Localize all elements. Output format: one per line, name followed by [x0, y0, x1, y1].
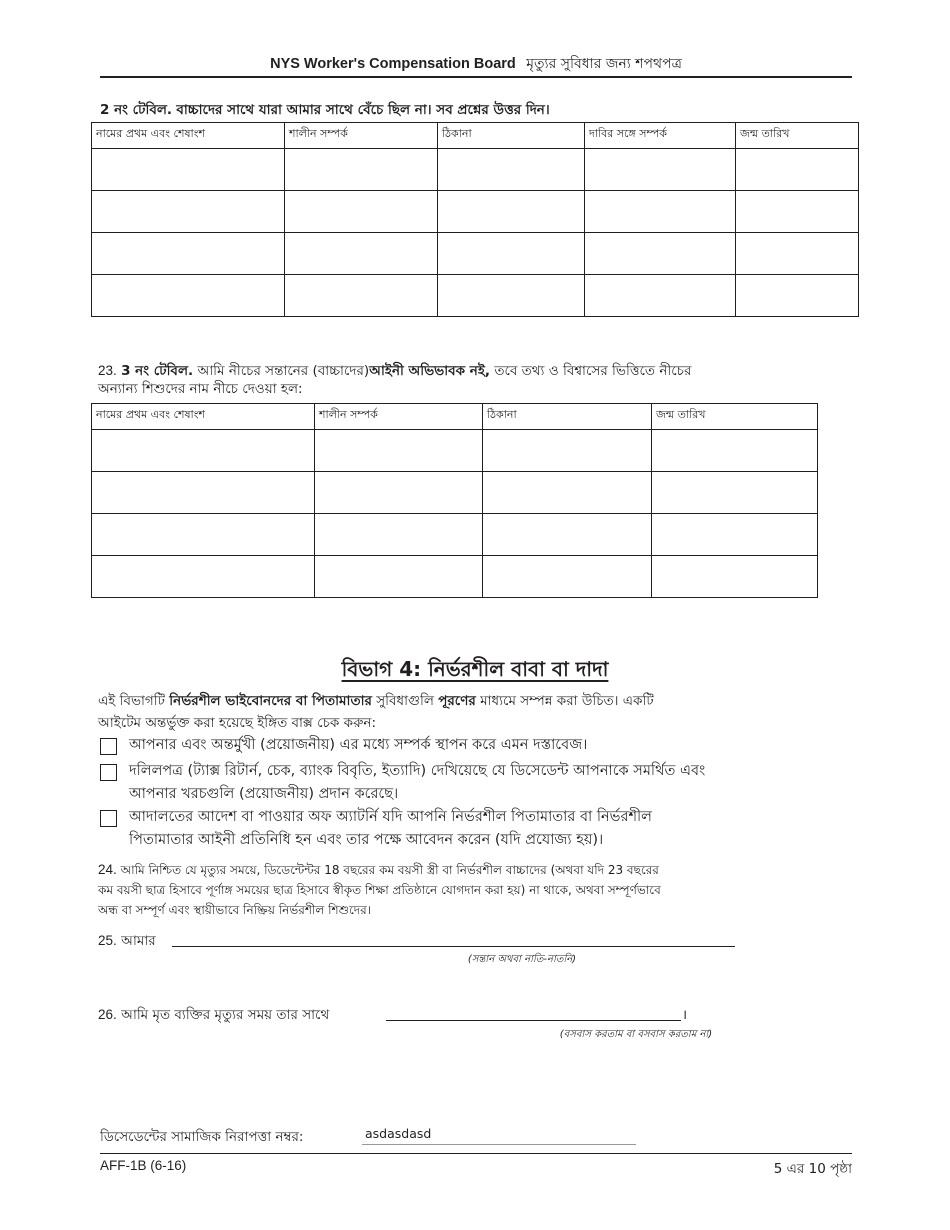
table2-cell[interactable]	[438, 275, 585, 317]
table3-cell[interactable]	[315, 514, 483, 556]
table2-caption-bold: 2 নং টেবিল.	[100, 102, 173, 118]
form-title: মৃত্যুর সুবিধার জন্য শপথপত্র	[526, 56, 682, 72]
table2-cell[interactable]	[736, 191, 859, 233]
item25-number: 25.	[98, 933, 117, 948]
intro-bold-2: পূরণের	[438, 693, 476, 709]
table3-col-address: ঠিকানা	[483, 404, 652, 430]
table2-cell[interactable]	[585, 191, 736, 233]
intro-mid: সুবিধাগুলি	[376, 693, 434, 709]
table2-caption	[100, 99, 550, 122]
table-row	[92, 191, 859, 233]
table2-cell[interactable]	[585, 275, 736, 317]
table2-cell[interactable]	[736, 149, 859, 191]
checkbox-label-1: আপনার এবং অন্তর্মুখী (প্রয়োজনীয়) এর মধ্যে সম্পর্ক স্থাপন করে এমন দস্তাবেজ।	[129, 737, 588, 753]
form-code: AFF-1B (6-16)	[100, 1158, 187, 1173]
table3-col-name: নামের প্রথম এবং শেষাংশ	[92, 404, 315, 430]
intro-post: মাধ্যমে সম্পন্ন করা উচিত। একটি	[480, 693, 654, 709]
footer-divider	[100, 1153, 852, 1154]
table2-cell[interactable]	[285, 233, 438, 275]
organization-name: NYS Worker's Compensation Board	[270, 56, 516, 72]
table3-caption-bold2: আইনী অভিভাবক নই,	[369, 363, 491, 379]
checkbox-support-documents[interactable]	[100, 764, 117, 781]
table3	[91, 403, 818, 598]
table2-cell[interactable]	[285, 191, 438, 233]
table3-cell[interactable]	[483, 472, 652, 514]
table2-col-name: নামের প্রথম এবং শেষাংশ	[92, 123, 285, 149]
intro-pre: এই বিভাগটি	[98, 693, 165, 709]
table2-header-row	[92, 123, 859, 149]
section4-title: বিভাগ 4: নির্ভরশীল বাবা বা দাদা	[341, 657, 609, 681]
intro-line2: আইটেম অন্তর্ভুক্ত করা হয়েছে ইঙ্গিত বাক্স চেক করুন:	[98, 715, 377, 731]
checkbox-court-order[interactable]	[100, 810, 117, 827]
table2-cell[interactable]	[285, 149, 438, 191]
table2-col-claim-relation: দাবির সঙ্গে সম্পর্ক	[585, 123, 736, 149]
intro-bold-1: নির্ভরশীল ভাইবোনদের বা পিতামাতার	[169, 693, 372, 709]
table3-cell[interactable]	[652, 556, 818, 598]
table3-cell[interactable]	[315, 472, 483, 514]
item24-statement: 24. আমি নিশ্চিত যে মৃত্যুর সময়ে, ডিডেন্টেন্টর 18 বছরের কম বয়সী স্ত্রী বা নির্ভরশীল বাচ্চাদের (অথবা যদি 23 বছরের কম বয়সী ছাত্র হিসাবে পূর্ণাঙ্গ সময়ের ছাত্র হিসাবে স্বীকৃত শিক্ষা প্রতিষ্ঠানে যোগদান করা হয়) না থাকে, অথবা সম্পূর্ণভাবে অন্ধ বা সম্পূর্ণ এবং স্থায়ীভাবে নিষ্ক্রিয় নির্ভরশীল শিশুদের।	[98, 862, 661, 917]
item25-hint: (সন্তান অথবা নাতি-নাতনি)	[467, 954, 577, 965]
item25-input[interactable]	[172, 930, 735, 947]
table3-caption-bold: 3 নং টেবিল.	[121, 363, 194, 379]
table3-caption	[98, 362, 850, 398]
table3-header-row	[92, 404, 818, 430]
table2-cell[interactable]	[585, 149, 736, 191]
table2-caption-text: বাচ্চাদের সাথে যারা আমার সাথে বেঁচে ছিল না। সব প্রশ্নের উত্তর দিন।	[176, 102, 550, 118]
table3-cell[interactable]	[315, 430, 483, 472]
table3-cell[interactable]	[92, 472, 315, 514]
page-number: 5 এর 10 পৃষ্ঠা	[773, 1161, 852, 1177]
table-row	[92, 149, 859, 191]
table3-cell[interactable]	[652, 430, 818, 472]
table2	[91, 122, 859, 317]
table3-cell[interactable]	[483, 514, 652, 556]
section4-intro	[98, 690, 850, 734]
item26-number: 26.	[98, 1007, 117, 1022]
checkbox-relationship-document[interactable]	[100, 738, 117, 755]
item25-label: 25. আমার	[98, 933, 156, 949]
table3-caption-line2: অন্যান্য শিশুদের নাম নীচে দেওয়া হল:	[98, 381, 303, 397]
item24-number: 24.	[98, 862, 117, 877]
table2-col-relation: শালীন সম্পর্ক	[285, 123, 438, 149]
item26-input[interactable]	[386, 1004, 681, 1021]
table3-col-birthdate: জন্ম তারিখ	[652, 404, 818, 430]
table3-caption-post: তবে তথ্য ও বিশ্বাসের ভিত্তিতে নীচের	[494, 363, 692, 379]
table3-caption-pre: আমি নীচের সন্তানের (বাচ্চাদের)	[197, 363, 370, 379]
table-row	[92, 472, 818, 514]
table3-cell[interactable]	[92, 514, 315, 556]
table2-col-birthdate: জন্ম তারিখ	[736, 123, 859, 149]
table-row	[92, 430, 818, 472]
table3-cell[interactable]	[92, 430, 315, 472]
table2-cell[interactable]	[736, 275, 859, 317]
table2-cell[interactable]	[92, 191, 285, 233]
checkbox-label-2: দলিলপত্র (ট্যাক্স রিটার্ন, চেক, ব্যাংক বিবৃতি, ইত্যাদি) দেখিয়েছে যে ডিসেডেন্ট আপনাকে সমর্থিত এবং আপনার খরচগুলি (প্রয়োজনীয়) প্রদান করেছে।	[129, 763, 706, 802]
table2-cell[interactable]	[438, 191, 585, 233]
table-row	[92, 275, 859, 317]
table2-cell[interactable]	[92, 275, 285, 317]
table2-cell[interactable]	[92, 149, 285, 191]
header-divider	[100, 76, 852, 78]
table3-col-relation: শালীন সম্পর্ক	[315, 404, 483, 430]
ssn-input[interactable]: asdasdasd	[362, 1124, 636, 1145]
table3-item-number: 23.	[98, 363, 117, 378]
table2-col-address: ঠিকানা	[438, 123, 585, 149]
page-header	[100, 52, 852, 78]
table2-cell[interactable]	[92, 233, 285, 275]
table-row	[92, 233, 859, 275]
table2-cell[interactable]	[285, 275, 438, 317]
table3-cell[interactable]	[483, 556, 652, 598]
item26-end: ।	[682, 1007, 688, 1023]
table2-cell[interactable]	[585, 233, 736, 275]
ssn-label: ডিসেডেন্টের সামাজিক নিরাপত্তা নম্বর:	[100, 1129, 304, 1145]
table-row	[92, 556, 818, 598]
table-row	[92, 514, 818, 556]
table3-cell[interactable]	[315, 556, 483, 598]
checkbox-label-3: আদালতের আদেশ বা পাওয়ার অফ অ্যাটর্নি যদি আপনি নির্ভরশীল পিতামাতার বা নির্ভরশীল পিতামাতার আইনী প্রতিনিধি হন এবং তার পক্ষে আবেদন করেন (যদি প্রযোজ্য হয়)।	[129, 809, 652, 848]
table2-cell[interactable]	[438, 149, 585, 191]
table2-cell[interactable]	[438, 233, 585, 275]
item26-hint: (বসবাস করতাম বা বসবাস করতাম না)	[559, 1029, 713, 1040]
table3-cell[interactable]	[652, 472, 818, 514]
item26-label: 26. আমি মৃত ব্যক্তির মৃত্যুর সময় তার সাথে	[98, 1007, 330, 1023]
table3-cell[interactable]	[652, 514, 818, 556]
table3-cell[interactable]	[483, 430, 652, 472]
table3-cell[interactable]	[92, 556, 315, 598]
table2-cell[interactable]	[736, 233, 859, 275]
